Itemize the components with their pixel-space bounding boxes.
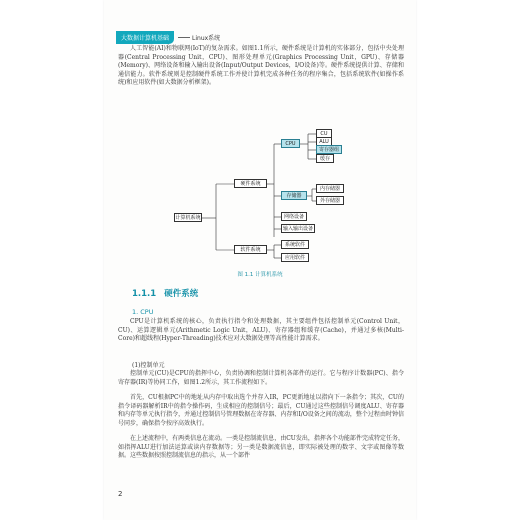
box-main-memory: 内存储器 xyxy=(316,184,344,193)
box-alu: ALU xyxy=(316,137,332,146)
box-memory: 存储器 xyxy=(281,191,307,200)
box-hardware-system: 硬件系统 xyxy=(234,179,267,188)
cpu-paragraph: CPU是计算机系统的核心，负责执行指令和处理数据，其主要组件包括控制单元(Control Unit，CU)、运算逻辑单元(Arithmetic Logic Unit，ALU)、寄存器组和缓存(Cache)，并通过多核(Multi-Core)和超线程(Hyper-Threading)技术应对大数据处理等高性能计算需求。 xyxy=(118,318,404,343)
section-number: 1.1.1 xyxy=(132,289,157,299)
box-cache: 缓存 xyxy=(316,154,334,163)
box-computer-system: 计算机系统 xyxy=(175,215,201,221)
information-flow-paragraph: 在上述流程中，有两类信息在流动。一类是控制流信息，由CU发出，指挥各个功能部件完成特定任务，如指挥ALU进行加法运算或读内存数据等；另一类是数据流信息，即实际被处理的数字、文字或图像等数据。这些数据按照控制流信息的指示，从一个部件 xyxy=(118,435,404,460)
computer-system-diagram xyxy=(104,128,416,268)
series-badge: 大数据计算机基础 xyxy=(116,31,174,44)
intro-paragraph: 人工智能(AI)和物联网(IoT)的复杂需求。如图1.1所示，硬件系统是计算机的实体部分，包括中央处理器(Central Processing Unit，CPU)、图形处理单元(Graphics Processing Unit，GPU)、存储器(Memory)、网络设备和输入输出设备(Input/Output Devices，I/O设备)等。硬件系统提供计算、存储和通信能力。软件系统则是控制硬件系统工作并使计算机完成各种任务的程序集合，包括系统软件(如操作系统)和应用软件(如大数据分析框架)。 xyxy=(118,45,404,87)
box-external-memory: 外存储器 xyxy=(316,196,344,205)
control-unit-subheading: (1)控制单元 xyxy=(132,362,165,369)
box-cu: CU xyxy=(316,129,332,138)
page-number: 2 xyxy=(118,490,123,498)
box-system-software: 系统软件 xyxy=(281,240,309,249)
box-network-devices: 网络设备 xyxy=(281,212,307,221)
box-application-software: 应用软件 xyxy=(281,253,309,262)
workflow-paragraph: 首先，CU根据PC中的地址从内存中取出选个并存入IR，PC更新地址以指向下一条指令；其次，CU的指令译码器解析IR中的指令操作码，生成相应的控制信号；最后，CU通过这些控制信号调度ALU、寄存器和内存等单元执行指令，并通过控制信号管理数据在寄存器、内存和I/O设备之间的流动，整个过程由时钟信号同步，确保指令按序高效执行。 xyxy=(118,394,404,427)
control-unit-paragraph: 控制单元(CU)是CPU的指挥中心，负责协调和控制计算机各部件的运行。它与程序计数器(PC)、指令寄存器(IR)等协同工作，如图1.2所示，其工作流程如下。 xyxy=(118,370,404,386)
section-heading xyxy=(132,287,198,299)
figure-caption: 图 1.1 计算机系统 xyxy=(237,272,283,278)
box-cpu: CPU xyxy=(281,139,300,148)
box-software-system: 软件系统 xyxy=(234,245,267,254)
box-io-devices: 输入输出设备 xyxy=(282,226,313,232)
page-header xyxy=(116,30,220,44)
box-registers: 寄存器组 xyxy=(316,145,342,154)
header-rule xyxy=(178,37,190,38)
header-title: Linux系统 xyxy=(192,34,221,42)
section-title: 硬件系统 xyxy=(164,289,199,299)
book-page xyxy=(104,0,416,520)
subsection-heading: 1. CPU xyxy=(132,308,154,316)
